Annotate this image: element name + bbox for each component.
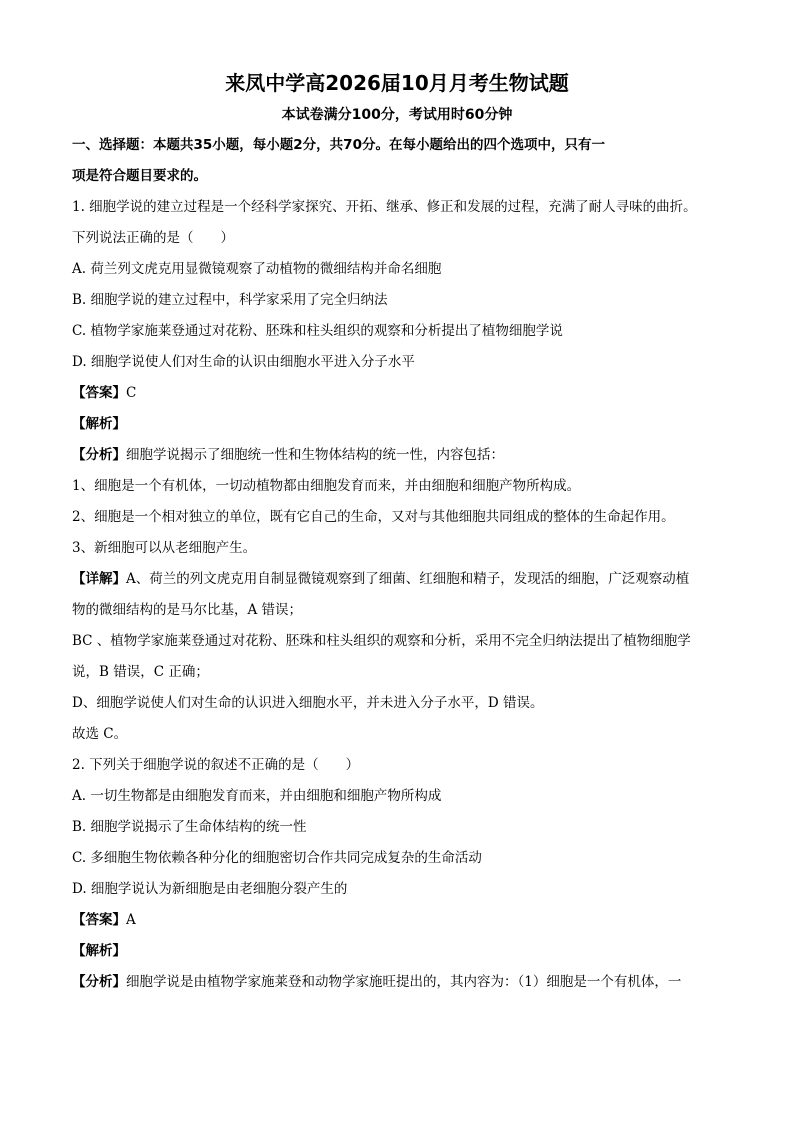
question-1-analysis-heading [72,409,722,440]
question-2-option-c: C. 多细胞生物依赖各种分化的细胞密切合作共同完成复杂的生命活动 [72,850,482,866]
page-title: 来凤中学高2026届10月月考生物试题 [225,71,569,95]
question-1-option-b: B. 细胞学说的建立过程中，科学家采用了完全归纳法 [72,292,388,308]
answer-value: A [126,912,136,928]
exam-page [72,64,722,998]
section-heading-line-1: 一、选择题：本题共35小题，每小题2分，共70分。在每小题给出的四个选项中，只有一 [72,137,605,153]
analysis-tag: 【解析】 [72,943,126,959]
question-1-point-2: 2、细胞是一个相对独立的单位，既有它自己的生命，又对与其他细胞共同组成的整体的生命起作用。 [72,509,675,525]
question-2-option-a: A. 一切生物都是由细胞发育而来，并由细胞和细胞产物所构成 [72,788,442,804]
question-1-conclusion: 故选 C。 [72,726,128,742]
page-subtitle: 本试卷满分100分，考试用时60分钟 [281,107,513,123]
question-2-answer [72,905,722,936]
question-1-point-3: 3、新细胞可以从老细胞产生。 [72,540,257,556]
answer-value: C [126,385,137,401]
fenxi-tag: 【分析】 [72,447,126,463]
question-1-option-d: D. 细胞学说使人们对生命的认识由细胞水平进入分子水平 [72,354,415,370]
question-1-point-1: 1、细胞是一个有机体，一切动植物都由细胞发育而来，并由细胞和细胞产物所构成。 [72,478,581,494]
question-1-answer [72,378,722,409]
question-1-stem-line-2: 下列说法正确的是（ ） [72,230,234,246]
question-1-d-line: D、细胞学说使人们对生命的认识进入细胞水平，并未进入分子水平，D 错误。 [72,695,544,711]
question-2 [72,750,722,998]
analysis-tag: 【解析】 [72,416,126,432]
question-1 [72,192,722,750]
answer-tag: 【答案】 [72,385,126,401]
question-1-fenxi [72,440,722,471]
question-2-option-b: B. 细胞学说揭示了生命体结构的统一性 [72,819,307,835]
question-1-stem-line-1: 1. 细胞学说的建立过程是一个经科学家探究、开拓、继承、修正和发展的过程，充满了耐人寻味的曲折。 [72,199,697,215]
question-2-analysis-heading [72,936,722,967]
question-1-option-c: C. 植物学家施莱登通过对花粉、胚珠和柱头组织的观察和分析提出了植物细胞学说 [72,323,563,339]
fenxi-tag: 【分析】 [72,974,126,990]
xiangjie-text: A、荷兰的列文虎克用自制显微镜观察到了细菌、红细胞和精子，发现活的细胞，广泛观察动植 [126,571,690,587]
question-1-xiangjie-line-1 [72,564,722,595]
question-2-stem: 2. 下列关于细胞学说的叙述不正确的是（ ） [72,757,360,773]
question-2-option-d: D. 细胞学说认为新细胞是由老细胞分裂产生的 [72,881,348,897]
question-1-bc-line-1: BC 、植物学家施莱登通过对花粉、胚珠和柱头组织的观察和分析，采用不完全归纳法提出了植物细胞学 [72,633,691,649]
question-2-fenxi [72,967,722,998]
fenxi-text: 细胞学说是由植物学家施莱登和动物学家施旺提出的，其内容为：（1）细胞是一个有机体，一 [126,974,682,990]
question-1-xiangjie-line-2: 物的微细结构的是马尔比基，A 错误； [72,602,303,618]
question-1-bc-line-2: 说，B 错误，C 正确； [72,664,209,680]
answer-tag: 【答案】 [72,912,126,928]
question-1-option-a: A. 荷兰列文虎克用显微镜观察了动植物的微细结构并命名细胞 [72,261,442,277]
section-heading-line-2: 项是符合题目要求的。 [72,168,207,184]
xiangjie-tag: 【详解】 [72,571,126,587]
fenxi-text: 细胞学说揭示了细胞统一性和生物体结构的统一性，内容包括： [126,447,504,463]
